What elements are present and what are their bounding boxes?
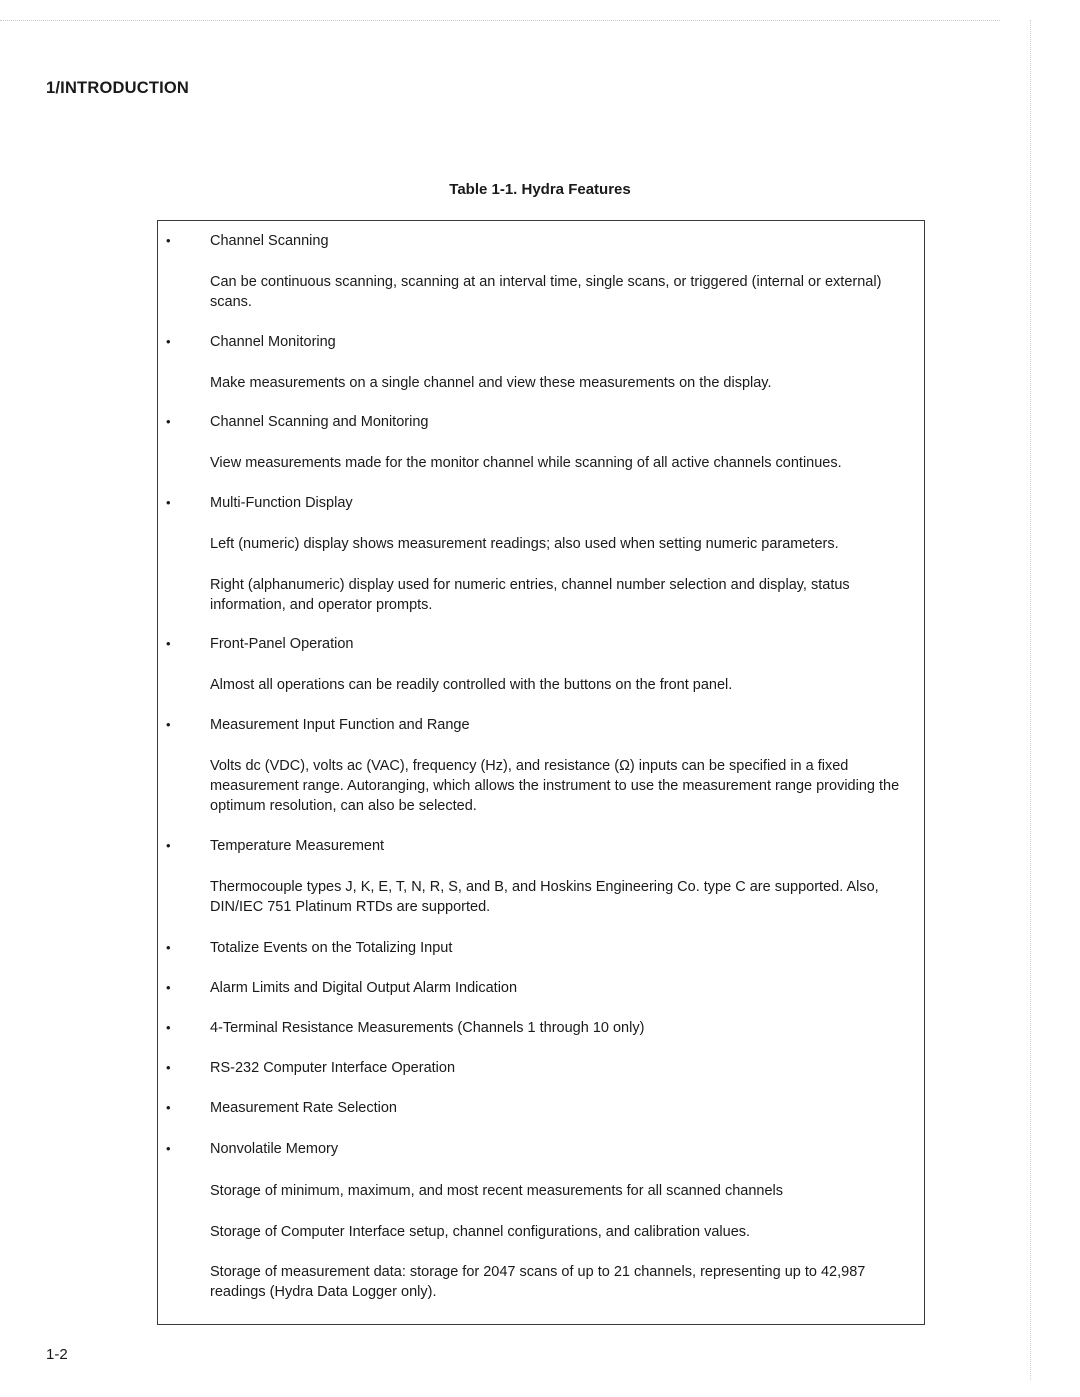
top-scan-rule xyxy=(0,20,1000,21)
bullet-marker: • xyxy=(166,233,171,248)
feature-description: Right (alphanumeric) display used for numeric entries, channel number selection and display, status information, and operator prompts. xyxy=(210,577,850,613)
page-edge-rule xyxy=(1030,20,1031,1380)
feature-title: Nonvolatile Memory xyxy=(210,1141,339,1157)
bullet-marker: • xyxy=(166,980,171,995)
feature-title: Channel Scanning xyxy=(210,233,329,249)
bullet-marker: • xyxy=(166,1100,171,1115)
feature-description: Storage of measurement data: storage for 2047 scans of up to 21 channels, representing up to 42,987 readings (Hydra Data Logger only). xyxy=(210,1264,866,1300)
feature-title: Temperature Measurement xyxy=(210,838,385,854)
bullet-marker: • xyxy=(166,717,171,732)
table-caption: Table 1-1. Hydra Features xyxy=(449,181,631,198)
feature-title: Measurement Input Function and Range xyxy=(210,717,470,733)
bullet-marker: • xyxy=(166,414,171,429)
feature-description: Thermocouple types J, K, E, T, N, R, S, and B, and Hoskins Engineering Co. type C are supported. Also, DIN/IEC 751 Platinum RTDs are supported. xyxy=(210,879,879,915)
feature-description: Storage of minimum, maximum, and most recent measurements for all scanned channels xyxy=(210,1183,783,1199)
feature-title: Measurement Rate Selection xyxy=(210,1100,397,1116)
feature-description: View measurements made for the monitor channel while scanning of all active channels continues. xyxy=(210,455,842,471)
bullet-marker: • xyxy=(166,838,171,853)
feature-title: Multi-Function Display xyxy=(210,495,353,511)
bullet-marker: • xyxy=(166,334,171,349)
feature-title: 4-Terminal Resistance Measurements (Channels 1 through 10 only) xyxy=(210,1020,645,1036)
feature-description: Make measurements on a single channel and view these measurements on the display. xyxy=(210,375,772,391)
bullet-marker: • xyxy=(166,636,171,651)
page-number: 1-2 xyxy=(46,1346,68,1363)
feature-title: Channel Scanning and Monitoring xyxy=(210,414,429,430)
section-heading: 1/INTRODUCTION xyxy=(46,79,190,97)
bullet-marker: • xyxy=(166,495,171,510)
bullet-marker: • xyxy=(166,1020,171,1035)
feature-description: Volts dc (VDC), volts ac (VAC), frequency (Hz), and resistance (Ω) inputs can be specified in a fixed measurement range. Autoranging, which allows the instrument to use the measurement range providing the optimum resolution, can also be selected. xyxy=(210,758,900,814)
feature-title: Front-Panel Operation xyxy=(210,636,354,652)
feature-title: Channel Monitoring xyxy=(210,334,336,350)
bullet-marker: • xyxy=(166,940,171,955)
feature-description: Almost all operations can be readily controlled with the buttons on the front panel. xyxy=(210,677,733,693)
feature-description: Can be continuous scanning, scanning at an interval time, single scans, or triggered (internal or external) scans. xyxy=(210,274,882,310)
feature-title: Totalize Events on the Totalizing Input xyxy=(210,940,453,956)
bullet-marker: • xyxy=(166,1141,171,1156)
feature-title: Alarm Limits and Digital Output Alarm Indication xyxy=(210,980,518,996)
bullet-marker: • xyxy=(166,1060,171,1075)
feature-title: RS-232 Computer Interface Operation xyxy=(210,1060,456,1076)
feature-description: Left (numeric) display shows measurement readings; also used when setting numeric parameters. xyxy=(210,536,839,552)
feature-description: Storage of Computer Interface setup, channel configurations, and calibration values. xyxy=(210,1224,751,1240)
